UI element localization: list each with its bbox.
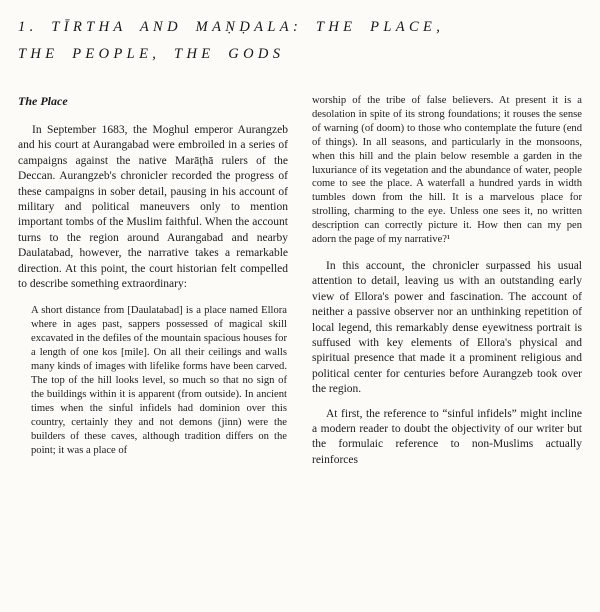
section-heading: The Place [18,94,68,108]
left-column [18,94,288,468]
chapter-heading-line1: 1. TĪRTHA AND MAṆḌALA: THE PLACE, [18,19,445,35]
block-quote-part-1: A short distance from [Daulatabad] is a place named Ellora where in ages past, sappers possessed of magical skill excavated in the defiles of the mountain spacious houses for a length of one kos [mile]. On all their ceilings and walls many kinds of images with lifelike forms have been carved. The top of the hill looks level, so much so that no sign of the buildings within it is apparent (from outside). In ancient times when the sinful infidels had dominion over this country, certainly they and not demons (jinn) were the builders of these caves, although tradition differs on the point; it was a place of [31,305,287,456]
body-paragraph-2: In this account, the chronicler surpassed his usual attention to detail, leaving us with an outstanding early view of Ellora's power and fascination. The account of neither a passive observer nor an unthinking repetition of local legend, this remarkably dense eyewitness portrait is suffused with key elements of Ellora's physical and spiritual presence that made it a prominent religious and political center for centuries before Aurangzeb took over the region. [312,259,582,396]
block-quote-part-2: worship of the tribe of false believers. At present it is a desolation in spite of its strong foundations; it rouses the sense of warning (of doom) to those who contemplate the future (end of things). In all seasons, and particularly in the monsoons, when this hill and the plain below resemble a garden in the luxuriance of its vegetation and the abundance of water, people come to see the place. A waterfall a hundred yards in width tumbles down from the hill. It is a marvelous place for strolling, charming to the eye. Unless one sees it, no written description can correctly picture it. How then can my pen adorn the page of my narrative?¹ [312,95,582,246]
body-paragraph-3: At first, the reference to “sinful infidels” might incline a modern reader to doubt the objectivity of our writer but the formulaic reference to non-Muslims actually reinforces [312,407,582,466]
chapter-heading [18,14,582,68]
paragraph-spacer [312,398,582,407]
right-column [312,94,582,468]
two-column-text [18,94,582,468]
chapter-heading-line2: THE PEOPLE, THE GODS [18,46,285,62]
body-paragraph-1: In September 1683, the Moghul emperor Aurangzeb and his court at Aurangabad were embroiled in a series of campaigns against the native Marāṭhā rulers of the Deccan. Aurangzeb's chronicler recorded the progress of these campaigns in sober detail, pausing in his account of military and political maneuvers only to mention important tombs of the Muslim faithful. When the account turns to the region around Aurangabad and nearby Daulatabad, however, the narrative takes a remarkable direction. At this point, the court historian felt compelled to describe something extraordinary: [18,124,288,291]
paragraph-spacer [312,247,582,259]
